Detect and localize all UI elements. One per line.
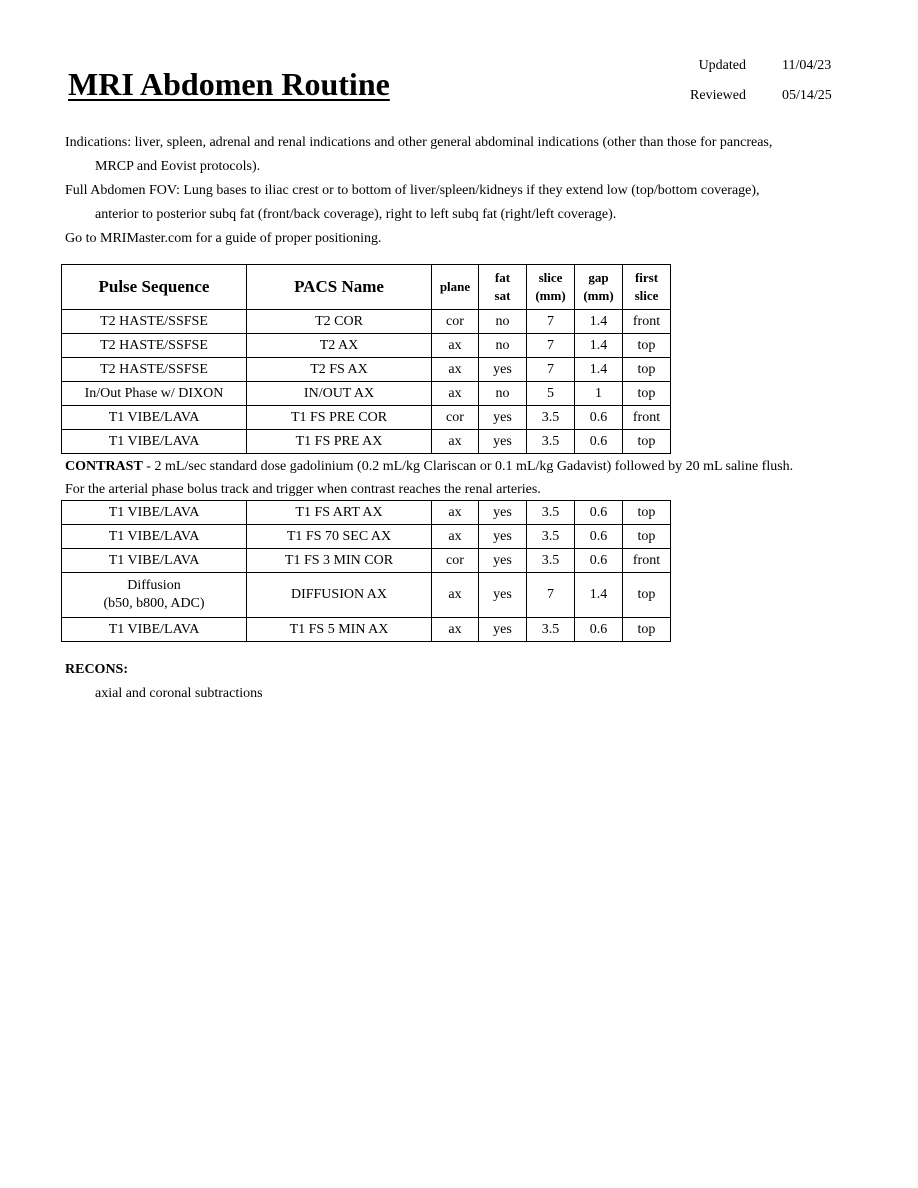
cell-pacs: T2 AX: [247, 334, 432, 358]
cell-slice: 7: [527, 358, 575, 382]
cell-first: front: [623, 310, 671, 334]
cell-pulse: [62, 573, 247, 618]
cell-plane: ax: [432, 573, 479, 618]
header-first-slice-line-2: slice: [634, 288, 659, 303]
header-slice-line-2: (mm): [535, 288, 566, 303]
document-dates: [660, 58, 850, 118]
cell-slice: 3.5: [527, 549, 575, 573]
indications-paragraph: [65, 131, 855, 179]
header-first-slice: [623, 265, 671, 310]
cell-gap: 0.6: [575, 406, 623, 430]
table-row: [62, 573, 671, 618]
cell-fat: no: [479, 334, 527, 358]
cell-pulse: T2 HASTE/SSFSE: [62, 358, 247, 382]
cell-first: top: [623, 430, 671, 454]
cell-plane: cor: [432, 549, 479, 573]
cell-slice: 3.5: [527, 406, 575, 430]
recons-item: axial and coronal subtractions: [95, 686, 263, 701]
cell-plane: ax: [432, 501, 479, 525]
header-fat-sat-line-1: fat: [494, 270, 511, 285]
header-fat-sat: [479, 265, 527, 310]
cell-fat: yes: [479, 501, 527, 525]
cell-pacs: T1 FS PRE AX: [247, 430, 432, 454]
updated-date: 11/04/23: [782, 58, 832, 73]
cell-pulse: T2 HASTE/SSFSE: [62, 310, 247, 334]
cell-first: top: [623, 382, 671, 406]
cell-pulse: T1 VIBE/LAVA: [62, 618, 247, 642]
table-header-row: [62, 265, 671, 310]
post-contrast-table: [61, 500, 671, 642]
reviewed-date: 05/14/25: [782, 88, 832, 103]
cell-gap: 1.4: [575, 573, 623, 618]
cell-plane: cor: [432, 310, 479, 334]
cell-pulse: T1 VIBE/LAVA: [62, 406, 247, 430]
header-gap: [575, 265, 623, 310]
recons-section: [65, 658, 263, 706]
fov-line-1: Full Abdomen FOV: Lung bases to iliac crest or to bottom of liver/spleen/kidneys if they extend low (top/bottom coverage),: [65, 183, 760, 198]
header-slice: [527, 265, 575, 310]
table-row: [62, 382, 671, 406]
cell-plane: ax: [432, 334, 479, 358]
recons-title: RECONS:: [65, 662, 129, 677]
page-title: MRI Abdomen Routine: [68, 66, 390, 102]
header-slice-line-1: slice: [538, 270, 563, 285]
cell-plane: ax: [432, 430, 479, 454]
cell-fat: yes: [479, 406, 527, 430]
table-row: [62, 549, 671, 573]
cell-gap: 0.6: [575, 525, 623, 549]
cell-fat: yes: [479, 430, 527, 454]
header-pacs-name: PACS Name: [247, 265, 432, 310]
cell-slice: 3.5: [527, 525, 575, 549]
cell-gap: 1: [575, 382, 623, 406]
contrast-label: CONTRAST: [65, 459, 143, 474]
cell-slice: 7: [527, 573, 575, 618]
updated-label: Updated: [698, 58, 746, 73]
cell-first: front: [623, 549, 671, 573]
cell-fat: yes: [479, 525, 527, 549]
cell-gap: 0.6: [575, 618, 623, 642]
cell-fat: yes: [479, 358, 527, 382]
table-row: [62, 358, 671, 382]
cell-pacs: T1 FS PRE COR: [247, 406, 432, 430]
cell-slice: 5: [527, 382, 575, 406]
cell-first: top: [623, 525, 671, 549]
contrast-instructions: [65, 455, 865, 501]
cell-pulse: T1 VIBE/LAVA: [62, 525, 247, 549]
table-row: [62, 406, 671, 430]
cell-fat: yes: [479, 573, 527, 618]
header-fat-sat-line-2: sat: [494, 288, 511, 303]
contrast-line-1: [65, 455, 865, 478]
fov-paragraph: [65, 179, 855, 227]
cell-pulse-line-1: Diffusion: [127, 578, 181, 593]
cell-pacs: T1 FS ART AX: [247, 501, 432, 525]
table-row: [62, 310, 671, 334]
cell-first: top: [623, 618, 671, 642]
cell-first: top: [623, 358, 671, 382]
cell-fat: yes: [479, 549, 527, 573]
cell-slice: 7: [527, 334, 575, 358]
positioning-paragraph: [65, 227, 855, 251]
cell-first: top: [623, 573, 671, 618]
cell-pacs: T2 COR: [247, 310, 432, 334]
cell-fat: no: [479, 310, 527, 334]
table-row: [62, 618, 671, 642]
cell-fat: no: [479, 382, 527, 406]
header-gap-line-2: (mm): [583, 288, 614, 303]
cell-pulse: In/Out Phase w/ DIXON: [62, 382, 247, 406]
cell-pacs: IN/OUT AX: [247, 382, 432, 406]
pre-contrast-table: [61, 264, 671, 454]
cell-fat: yes: [479, 618, 527, 642]
cell-plane: ax: [432, 618, 479, 642]
contrast-line-2: For the arterial phase bolus track and trigger when contrast reaches the renal arteries.: [65, 482, 541, 497]
header-plane: plane: [432, 265, 479, 310]
cell-slice: 3.5: [527, 618, 575, 642]
cell-first: top: [623, 334, 671, 358]
cell-plane: ax: [432, 382, 479, 406]
cell-pulse-line-2: (b50, b800, ADC): [103, 596, 205, 611]
table-row: [62, 430, 671, 454]
cell-first: top: [623, 501, 671, 525]
cell-gap: 0.6: [575, 430, 623, 454]
updated-row: [660, 58, 850, 88]
header-pulse-sequence: Pulse Sequence: [62, 265, 247, 310]
cell-pacs: T1 FS 70 SEC AX: [247, 525, 432, 549]
cell-slice: 7: [527, 310, 575, 334]
protocol-notes: [65, 131, 855, 251]
fov-line-2: anterior to posterior subq fat (front/back coverage), right to left subq fat (right/left coverage).: [95, 207, 617, 222]
cell-gap: 0.6: [575, 549, 623, 573]
reviewed-label: Reviewed: [690, 88, 746, 103]
cell-plane: cor: [432, 406, 479, 430]
cell-gap: 0.6: [575, 501, 623, 525]
cell-pacs: T1 FS 3 MIN COR: [247, 549, 432, 573]
cell-first: front: [623, 406, 671, 430]
cell-pacs: T1 FS 5 MIN AX: [247, 618, 432, 642]
reviewed-row: [660, 88, 850, 118]
cell-gap: 1.4: [575, 334, 623, 358]
cell-slice: 3.5: [527, 501, 575, 525]
cell-pulse: T1 VIBE/LAVA: [62, 501, 247, 525]
indications-line-2: MRCP and Eovist protocols).: [95, 159, 261, 174]
cell-pulse: T1 VIBE/LAVA: [62, 549, 247, 573]
contrast-dose: - 2 mL/sec standard dose gadolinium (0.2 mL/kg Clariscan or 0.1 mL/kg Gadavist) followed by 20 mL saline flush.: [142, 459, 794, 474]
table-row: [62, 501, 671, 525]
cell-plane: ax: [432, 358, 479, 382]
header-first-slice-line-1: first: [634, 270, 659, 285]
cell-pacs: DIFFUSION AX: [247, 573, 432, 618]
cell-slice: 3.5: [527, 430, 575, 454]
table-row: [62, 525, 671, 549]
cell-pulse: T2 HASTE/SSFSE: [62, 334, 247, 358]
cell-plane: ax: [432, 525, 479, 549]
header-gap-line-1: gap: [588, 270, 609, 285]
cell-pulse: T1 VIBE/LAVA: [62, 430, 247, 454]
cell-gap: 1.4: [575, 358, 623, 382]
cell-pacs: T2 FS AX: [247, 358, 432, 382]
table-row: [62, 334, 671, 358]
cell-gap: 1.4: [575, 310, 623, 334]
indications-line-1: Indications: liver, spleen, adrenal and renal indications and other general abdominal indications (other than those for pancreas,: [65, 135, 773, 150]
positioning-line: Go to MRIMaster.com for a guide of proper positioning.: [65, 231, 382, 246]
